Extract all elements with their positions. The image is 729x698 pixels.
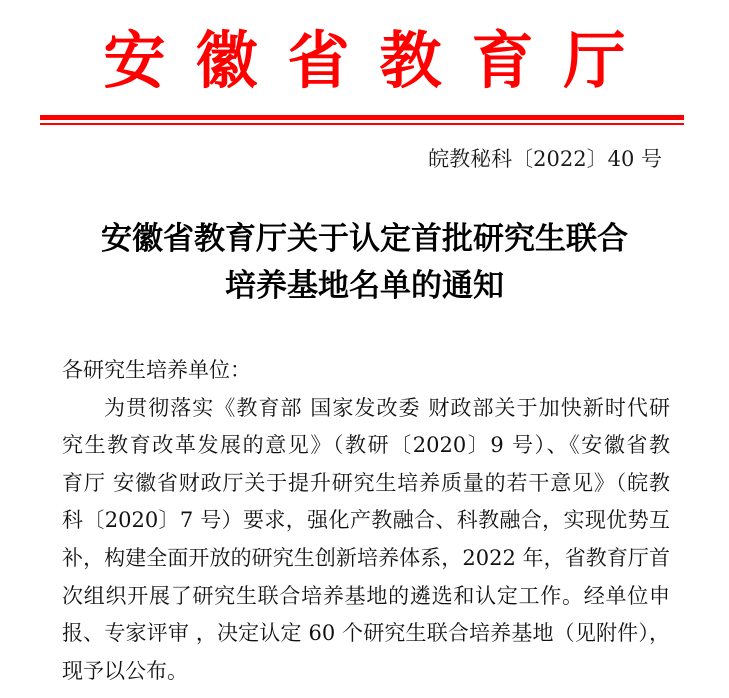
paragraph-line: 育厅 安徽省财政厅关于提升研究生培养质量的若干意见》（皖教 bbox=[62, 470, 670, 495]
paragraph-line: 补，构建全面开放的研究生创新培养体系，2022 年，省教育厅首 bbox=[62, 545, 670, 570]
letterhead-agency-name: 安徽省教育厅 bbox=[103, 24, 656, 97]
notice-title-line-2: 培养基地名单的通知 bbox=[225, 268, 504, 304]
notice-title bbox=[0, 216, 729, 310]
document-number: 皖教秘科〔2022〕40 号 bbox=[428, 147, 662, 171]
paragraph-line: 科〔2020〕7 号）要求，强化产教融合、科教融合，实现优势互 bbox=[62, 508, 670, 533]
paragraph-line: 现予以公布。 bbox=[62, 658, 188, 683]
paragraph-line: 报、专家评审 ，决定认定 60 个研究生联合培养基地（见附件）， bbox=[62, 621, 670, 646]
notice-title-line-1: 安徽省教育厅关于认定首批研究生联合 bbox=[101, 221, 628, 257]
document-body bbox=[62, 352, 670, 690]
separator-thin-rule bbox=[40, 123, 684, 125]
letterhead-separator bbox=[40, 115, 684, 125]
paragraph-line: 次组织开展了研究生联合培养基地的遴选和认定工作。经单位申 bbox=[62, 583, 670, 608]
separator-thick-rule bbox=[40, 115, 684, 120]
paragraph-line: 为贯彻落实《教育部 国家发改委 财政部关于加快新时代研 bbox=[104, 395, 670, 420]
salutation: 各研究生培养单位： bbox=[62, 358, 251, 382]
paragraph-line: 究生教育改革发展的意见》（教研〔2020〕9 号）、《安徽省教 bbox=[62, 433, 670, 458]
